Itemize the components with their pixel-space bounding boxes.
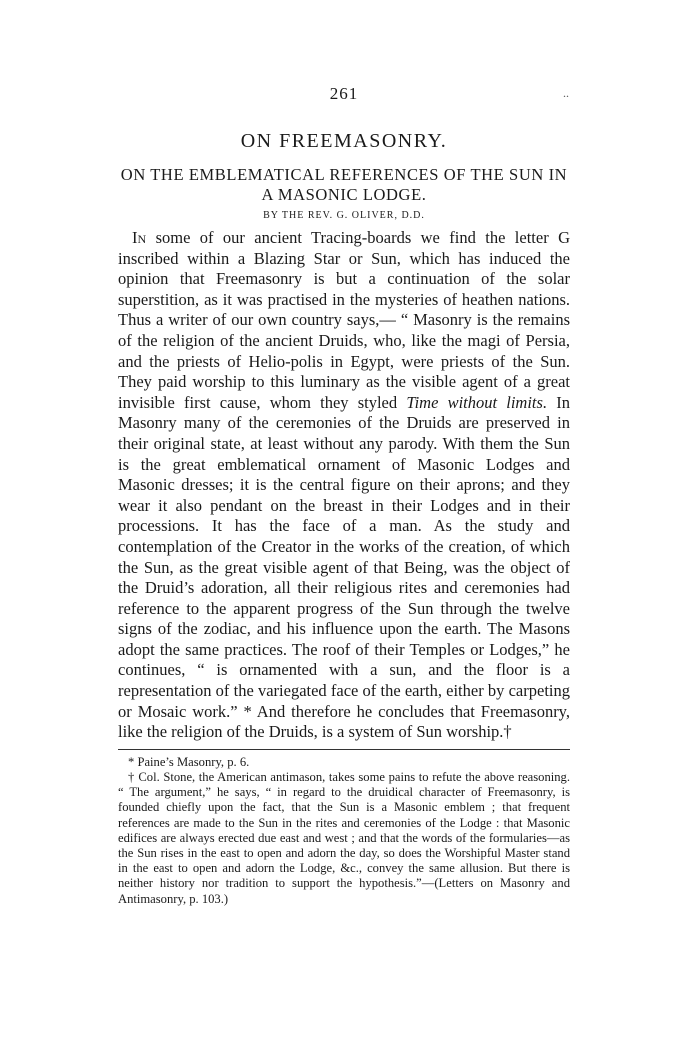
footnote-divider (118, 749, 570, 750)
article-subtitle: ON THE EMBLEMATICAL REFERENCES OF THE SUN IN A MASONIC LODGE. (120, 165, 568, 204)
footnote-2: † Col. Stone, the American antimason, takes some pains to refute the above reasoning. “ The argument,” he says, “ in regard to the druidical character of Freemasonry, is founded chiefly upon the fact, that the Sun is a Masonic emblem ; that frequent references are made to the Sun in the rites and ceremonies of the Lodge : that Masonic edifices are always erected due east and west ; and that the words of the formularies—as the Sun rises in the east to open and adorn the day, so does the Worshipful Master stand in the east to open and adorn the Lodge, &c., convey the same allusion. But there is neither history nor tradition to support the hypothesis.”—(Letters on Masonry and Antimasonry, p. 103.) (118, 770, 570, 906)
author-byline: BY THE REV. G. OLIVER, D.D. (263, 210, 425, 221)
footnote-1: * Paine’s Masonry, p. 6. (128, 754, 250, 769)
body-paragraph (118, 228, 570, 743)
body-text-part-2: In Masonry many of the ceremonies of the Druids are preserved in their original state, at least without any parody. With them the Sun is the great emblematical ornament of Masonic Lodges and Masonic dresses; it is the central figure on their aprons; and they wear it also pendant on the breast in their Lodges and in their processions. It has the face of a man. As the study and contemplation of the Creator in the works of the creation, of which the Sun, as the great visible agent of that Being, was the object of the Druid’s adoration, all their religious rites and ceremonies had reference to the apparent progress of the Sun through the twelve signs of the zodiac, and his influence upon the earth. The Masons adopt the same practices. The roof of their Temples or Lodges,” he continues, “ is ornamented with a sun, and the floor is a representation of the variegated face of the earth, either by carpeting or Mosaic work.” * And therefore he concludes that Freemasonry, like the religion of the Druids, is a system of Sun worship.† (118, 392, 570, 742)
article-title: ON FREEMASONRY. (240, 130, 448, 152)
page (118, 84, 570, 907)
drop-word: In (132, 228, 147, 247)
page-number: 261 (329, 84, 359, 103)
body-italic-phrase: Time without limits. (406, 392, 548, 412)
body-text-part-1: some of our ancient Tracing-boards we find the letter G inscribed within a Blazing Star or Sun, which has induced the opinion that Freemasonry is but a continuation of the solar superstition, as it was practised in the mysteries of heathen nations. Thus a writer of our own country says,— “ Masonry is the remains of the religion of the ancient Druids, who, like the magi of Persia, and the priests of Helio-polis in Egypt, were priests of the Sun. They paid worship to this luminary as the visible agent of a great invisible first cause, whom they styled (118, 228, 570, 412)
corner-mark: .. (563, 86, 569, 100)
